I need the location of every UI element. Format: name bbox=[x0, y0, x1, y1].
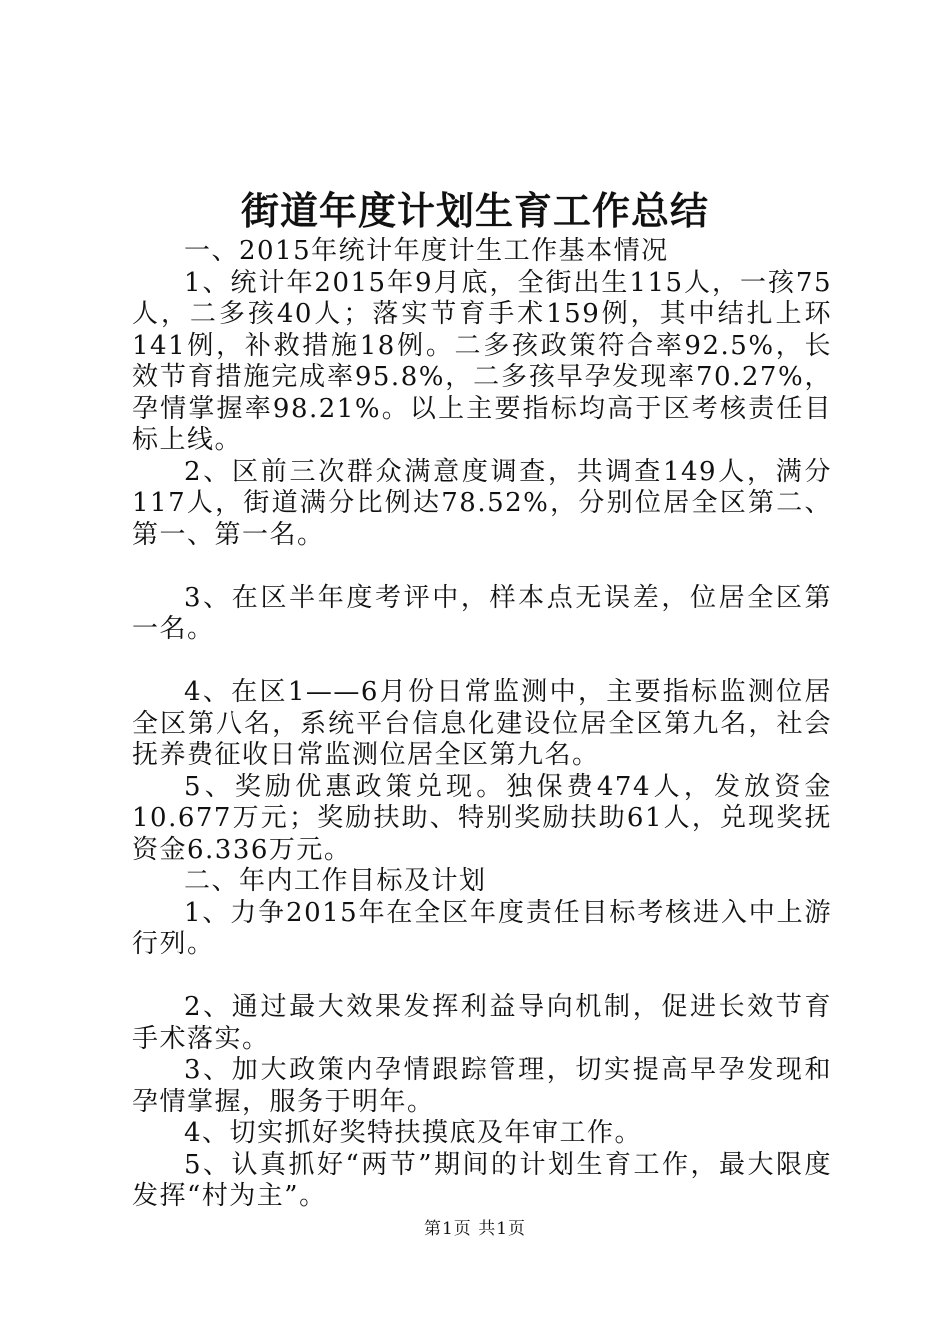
plan-item-2: 2、通过最大效果发挥利益导向机制，促进长效节育手术落实。 bbox=[132, 992, 832, 1054]
plan-item-4: 4、切实抓好奖特扶摸底及年审工作。 bbox=[184, 1118, 643, 1148]
document-body bbox=[132, 236, 832, 1213]
paragraph-item-1: 1、统计年2015年9月底，全街出生115人，一孩75人，二多孩40人；落实节育手术159例，其中结扎上环141例，补救措施18例。二多孩政策符合率92.5%，长效节育措施完成率95.8%，二多孩早孕发现率70.27%，孕情掌握率98.21%。以上主要指标均高于区考核责任目标上线。 bbox=[132, 267, 832, 455]
paragraph-item-2: 2、区前三次群众满意度调查，共调查149人，满分117人，街道满分比例达78.52%，分别位居全区第二、第一、第一名。 bbox=[132, 456, 832, 550]
document-title: 街道年度计划生育工作总结 bbox=[240, 189, 709, 233]
plan-item-1: 1、力争2015年在全区年度责任目标考核进入中上游行列。 bbox=[132, 897, 832, 959]
blank-line bbox=[132, 551, 832, 583]
blank-line bbox=[132, 961, 832, 993]
section-heading-1: 一、2015年统计年度计生工作基本情况 bbox=[184, 236, 669, 266]
blank-line bbox=[132, 646, 832, 678]
plan-item-5: 5、认真抓好“两节”期间的计划生育工作，最大限度发挥“村为主”。 bbox=[132, 1149, 832, 1211]
section-heading-2: 二、年内工作目标及计划 bbox=[184, 866, 487, 896]
paragraph-item-5: 5、奖励优惠政策兑现。独保费474人，发放资金10.677万元；奖励扶助、特别奖励扶助61人，兑现奖抚资金6.336万元。 bbox=[132, 771, 832, 865]
paragraph-item-3: 3、在区半年度考评中，样本点无误差，位居全区第一名。 bbox=[132, 582, 832, 644]
paragraph-item-4: 4、在区1——6月份日常监测中，主要指标监测位居全区第八名，系统平台信息化建设位居全区第九名，社会抚养费征收日常监测位居全区第九名。 bbox=[132, 677, 832, 770]
page-footer: 第1页 共1页 bbox=[423, 1219, 527, 1239]
plan-item-3: 3、加大政策内孕情跟踪管理，切实提高早孕发现和孕情掌握，服务于明年。 bbox=[132, 1055, 832, 1117]
